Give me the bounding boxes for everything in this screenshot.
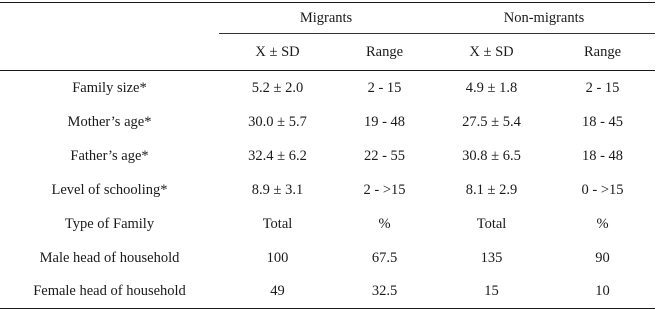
table-cell: 90 xyxy=(595,249,610,266)
group-header-migrants: Migrants xyxy=(219,3,433,34)
table-cell: 22 - 55 xyxy=(363,147,406,164)
group-header-non-migrants: Non-migrants xyxy=(433,3,655,34)
table-row xyxy=(0,71,655,106)
table-cell: 30.8 ± 6.5 xyxy=(462,147,521,164)
sub-header-mean-sd-non-migrants: X ± SD xyxy=(433,34,550,71)
sub-header-mean-sd-migrants: X ± SD xyxy=(219,34,336,71)
table-cell: 8.9 ± 3.1 xyxy=(251,181,304,198)
corner-cell xyxy=(0,3,219,34)
row-label: Mother’s age* xyxy=(67,113,152,130)
table-cell: 32.5 xyxy=(336,275,433,309)
table-cell: % xyxy=(378,215,391,232)
table-row xyxy=(0,139,655,173)
sub-header-range-non-migrants: Range xyxy=(550,34,655,71)
table-cell: 19 - 48 xyxy=(363,113,406,130)
row-label-header xyxy=(0,34,219,71)
table-cell: 2 - >15 xyxy=(363,181,406,198)
table-row xyxy=(0,207,655,241)
table-cell: 27.5 ± 5.4 xyxy=(462,113,521,130)
table-cell: 67.5 xyxy=(371,249,398,266)
table-cell: 0 - >15 xyxy=(581,181,624,198)
table-cell: Total xyxy=(476,215,507,232)
table-row xyxy=(0,275,655,309)
table-cell: 15 xyxy=(433,275,550,309)
table-row xyxy=(0,241,655,275)
table-cell: 18 - 48 xyxy=(581,147,624,164)
table-cell: 30.0 ± 5.7 xyxy=(248,113,307,130)
table-cell: 32.4 ± 6.2 xyxy=(248,147,307,164)
table-cell: 100 xyxy=(266,249,289,266)
table-row xyxy=(0,173,655,207)
table-cell: 2 - 15 xyxy=(367,79,402,96)
table-row xyxy=(0,105,655,139)
table-cell: Total xyxy=(262,215,293,232)
table-cell: 49 xyxy=(219,275,336,309)
row-label: Family size* xyxy=(72,79,147,96)
table-cell: 8.1 ± 2.9 xyxy=(465,181,518,198)
table-cell: 2 - 15 xyxy=(585,79,620,96)
sub-header-row xyxy=(0,34,655,71)
row-label: Male head of household xyxy=(39,249,180,266)
table-cell: 10 xyxy=(550,275,655,309)
table-cell: 4.9 ± 1.8 xyxy=(465,79,518,96)
row-label: Father’s age* xyxy=(70,147,149,164)
table-cell: 18 - 45 xyxy=(581,113,624,130)
table-cell: 5.2 ± 2.0 xyxy=(251,79,304,96)
row-label: Level of schooling* xyxy=(51,181,168,198)
table-cell: 135 xyxy=(480,249,503,266)
sub-header-range-migrants: Range xyxy=(336,34,433,71)
row-label: Female head of household xyxy=(0,275,219,309)
table-cell: % xyxy=(596,215,609,232)
group-header-row xyxy=(0,3,655,34)
data-table xyxy=(0,2,655,309)
row-label: Type of Family xyxy=(64,215,155,232)
